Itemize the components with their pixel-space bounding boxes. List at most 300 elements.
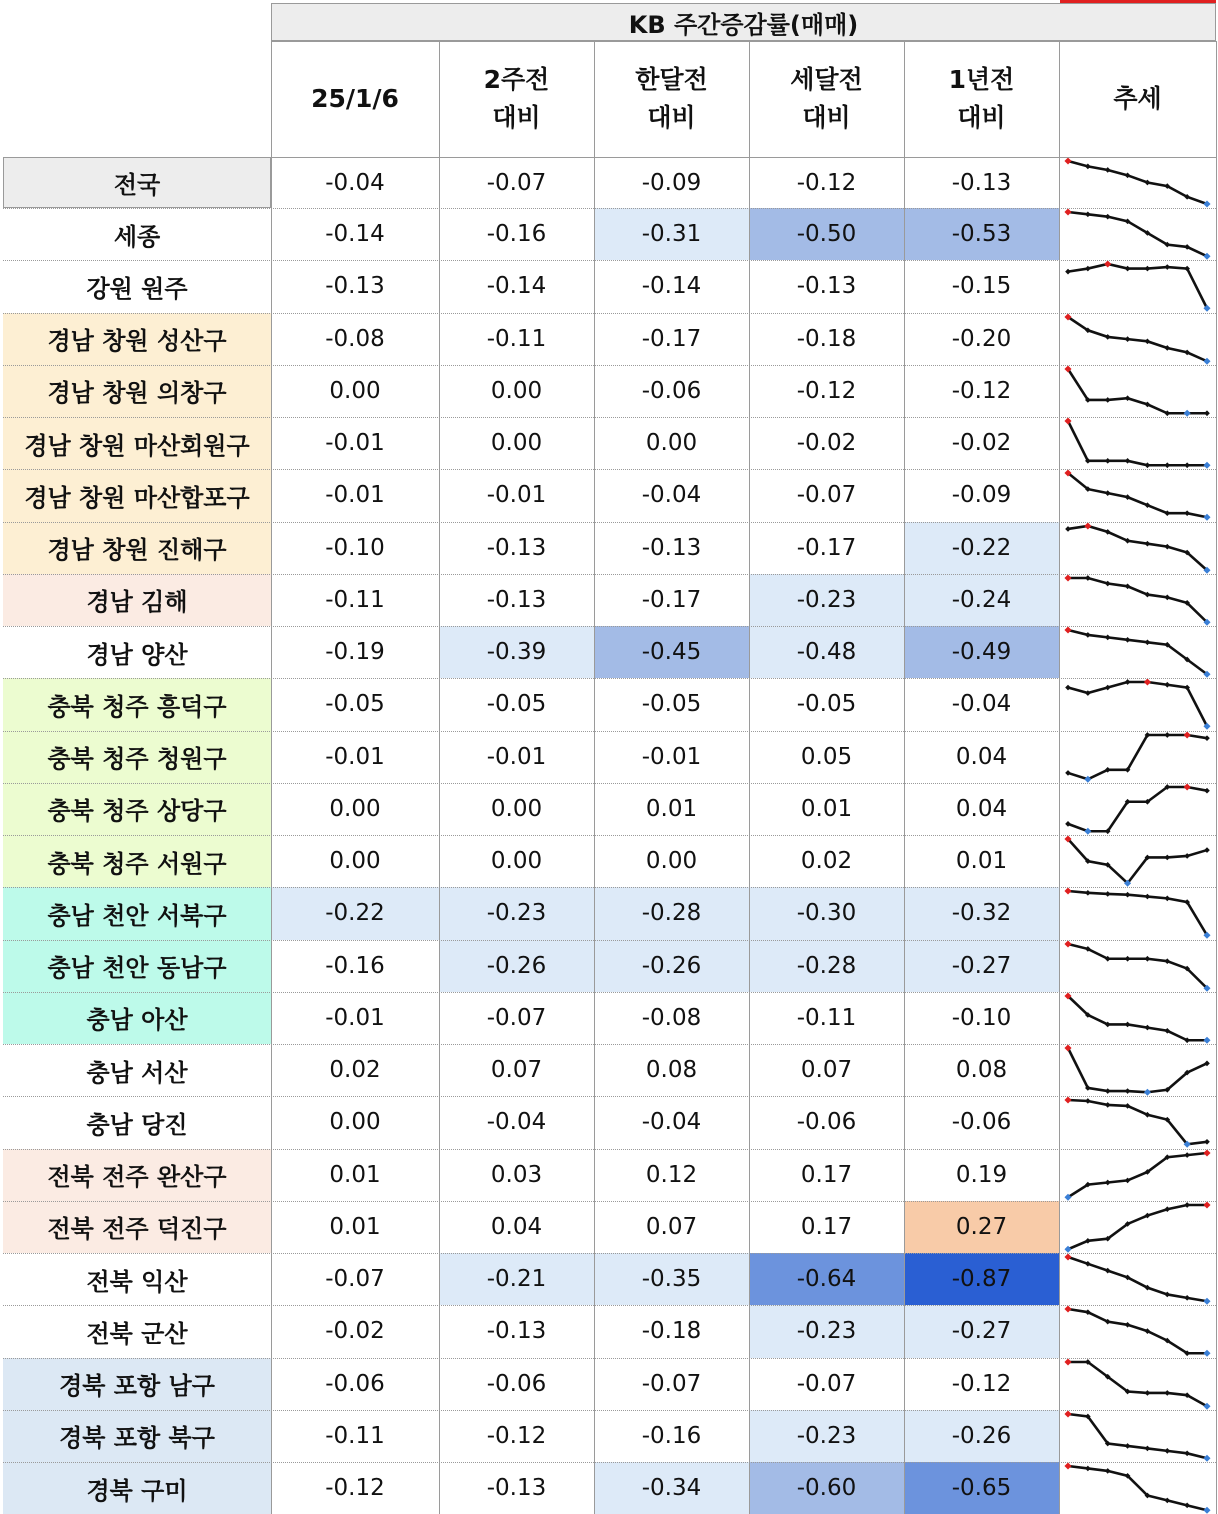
column-header-line1: 추세 bbox=[1113, 84, 1162, 113]
row-divider bbox=[3, 1149, 1216, 1150]
value-cell: -0.05 bbox=[749, 678, 904, 730]
region-cell: 충남 천안 서북구 bbox=[3, 887, 271, 939]
value-cell: -0.28 bbox=[749, 940, 904, 992]
trend-point bbox=[1125, 458, 1131, 464]
region-cell: 충남 당진 bbox=[3, 1096, 271, 1148]
trend-line bbox=[1068, 787, 1207, 831]
trend-point bbox=[1164, 1498, 1170, 1504]
value-cell: -0.01 bbox=[594, 731, 749, 783]
trend-sparkline bbox=[1059, 783, 1216, 835]
trend-line bbox=[1068, 317, 1207, 361]
column-divider bbox=[1216, 41, 1217, 1514]
region-cell: 경북 포항 남구 bbox=[3, 1358, 271, 1410]
trend-point bbox=[1085, 164, 1091, 170]
trend-point bbox=[1125, 266, 1131, 272]
row-divider bbox=[3, 1305, 1216, 1306]
trend-sparkline bbox=[1059, 417, 1216, 469]
trend-high-point bbox=[1184, 783, 1191, 790]
value-cell: -0.22 bbox=[271, 887, 439, 939]
value-cell: -0.13 bbox=[439, 1305, 594, 1357]
trend-sparkline bbox=[1059, 1462, 1216, 1514]
trend-point bbox=[1145, 639, 1151, 645]
column-header-line2: 대비 bbox=[802, 103, 851, 132]
column-header-5 bbox=[1059, 41, 1216, 157]
value-cell: -0.11 bbox=[271, 574, 439, 626]
row-divider bbox=[3, 1044, 1216, 1045]
value-cell: -0.13 bbox=[439, 574, 594, 626]
trend-line bbox=[1068, 473, 1207, 517]
value-cell: -0.23 bbox=[749, 1305, 904, 1357]
region-cell: 경북 포항 북구 bbox=[3, 1410, 271, 1462]
value-cell: -0.31 bbox=[594, 208, 749, 260]
column-divider bbox=[594, 41, 595, 1514]
trend-line bbox=[1068, 1362, 1207, 1406]
trend-point bbox=[1164, 855, 1170, 861]
trend-high-point bbox=[1084, 522, 1091, 529]
trend-line bbox=[1068, 369, 1207, 413]
value-cell: -0.32 bbox=[904, 887, 1059, 939]
value-cell: -0.12 bbox=[271, 1462, 439, 1514]
value-cell: 0.00 bbox=[594, 835, 749, 887]
row-divider bbox=[3, 1410, 1216, 1411]
trend-high-point bbox=[1064, 1097, 1071, 1104]
trend-point bbox=[1184, 1503, 1190, 1509]
value-cell: -0.10 bbox=[271, 522, 439, 574]
trend-point bbox=[1085, 266, 1091, 272]
value-cell: -0.23 bbox=[749, 1410, 904, 1462]
value-cell: 0.07 bbox=[439, 1044, 594, 1096]
trend-point bbox=[1145, 1390, 1151, 1396]
value-cell: -0.13 bbox=[271, 260, 439, 312]
value-cell: -0.27 bbox=[904, 1305, 1059, 1357]
value-cell: -0.12 bbox=[904, 365, 1059, 417]
row-divider bbox=[3, 208, 1216, 209]
value-cell: 0.00 bbox=[439, 365, 594, 417]
value-cell: -0.01 bbox=[271, 731, 439, 783]
trend-low-point bbox=[1203, 1350, 1210, 1357]
trend-line bbox=[1068, 1100, 1207, 1144]
value-cell: 0.00 bbox=[271, 783, 439, 835]
trend-point bbox=[1164, 1390, 1170, 1396]
value-cell: -0.64 bbox=[749, 1253, 904, 1305]
trend-sparkline bbox=[1059, 157, 1216, 208]
region-cell: 경남 창원 의창구 bbox=[3, 365, 271, 417]
trend-sparkline bbox=[1059, 574, 1216, 626]
row-divider bbox=[3, 887, 1216, 888]
value-cell: 0.03 bbox=[439, 1149, 594, 1201]
value-cell: 0.02 bbox=[749, 835, 904, 887]
trend-point bbox=[1085, 1466, 1091, 1472]
value-cell: -0.18 bbox=[749, 313, 904, 365]
trend-line bbox=[1068, 1153, 1207, 1197]
trend-high-point bbox=[1064, 940, 1071, 947]
value-cell: 0.04 bbox=[439, 1201, 594, 1253]
value-cell: 0.19 bbox=[904, 1149, 1059, 1201]
trend-sparkline bbox=[1059, 1096, 1216, 1148]
value-cell: -0.01 bbox=[271, 992, 439, 1044]
value-cell: -0.53 bbox=[904, 208, 1059, 260]
value-cell: -0.12 bbox=[904, 1358, 1059, 1410]
value-cell: -0.16 bbox=[594, 1410, 749, 1462]
region-cell: 전북 전주 덕진구 bbox=[3, 1201, 271, 1253]
value-cell: -0.10 bbox=[904, 992, 1059, 1044]
trend-high-point bbox=[1144, 679, 1151, 686]
value-cell: -0.01 bbox=[271, 469, 439, 521]
value-cell: -0.65 bbox=[904, 1462, 1059, 1514]
value-cell: -0.24 bbox=[904, 574, 1059, 626]
value-cell: -0.07 bbox=[594, 1358, 749, 1410]
trend-point bbox=[1184, 1295, 1190, 1301]
value-cell: -0.07 bbox=[271, 1253, 439, 1305]
trend-point bbox=[1125, 1088, 1131, 1094]
value-cell: 0.04 bbox=[904, 731, 1059, 783]
value-cell: 0.01 bbox=[749, 783, 904, 835]
value-cell: -0.11 bbox=[439, 313, 594, 365]
trend-high-point bbox=[1184, 731, 1191, 738]
value-cell: 0.01 bbox=[904, 835, 1059, 887]
column-header-1 bbox=[439, 41, 594, 157]
column-header-2 bbox=[594, 41, 749, 157]
trend-sparkline bbox=[1059, 1410, 1216, 1462]
trend-point bbox=[1105, 458, 1111, 464]
column-divider bbox=[749, 41, 750, 1514]
region-cell: 충남 서산 bbox=[3, 1044, 271, 1096]
trend-sparkline bbox=[1059, 940, 1216, 992]
row-divider bbox=[3, 260, 1216, 261]
trend-point bbox=[1085, 890, 1091, 896]
value-cell: -0.09 bbox=[904, 469, 1059, 521]
trend-sparkline bbox=[1059, 678, 1216, 730]
region-cell: 전국 bbox=[3, 157, 271, 208]
trend-sparkline bbox=[1059, 1253, 1216, 1305]
value-cell: -0.30 bbox=[749, 887, 904, 939]
trend-low-point bbox=[1064, 1245, 1071, 1252]
trend-point bbox=[1164, 682, 1170, 688]
trend-line bbox=[1068, 996, 1207, 1040]
value-cell: -0.20 bbox=[904, 313, 1059, 365]
trend-point bbox=[1164, 594, 1170, 600]
row-divider bbox=[3, 522, 1216, 523]
value-cell: -0.60 bbox=[749, 1462, 904, 1514]
value-cell: -0.35 bbox=[594, 1253, 749, 1305]
region-cell: 경남 창원 마산회원구 bbox=[3, 417, 271, 469]
column-divider bbox=[271, 3, 272, 41]
column-header-line1: 1년전 bbox=[948, 65, 1015, 94]
value-cell: 0.17 bbox=[749, 1201, 904, 1253]
trend-sparkline bbox=[1059, 208, 1216, 260]
trend-point bbox=[1105, 1088, 1111, 1094]
trend-line bbox=[1068, 735, 1207, 779]
trend-point bbox=[1105, 891, 1111, 897]
trend-point bbox=[1105, 635, 1111, 641]
value-cell: -0.02 bbox=[271, 1305, 439, 1357]
region-cell: 충북 청주 흥덕구 bbox=[3, 678, 271, 730]
column-header-line1: 25/1/6 bbox=[311, 84, 399, 113]
value-cell: 0.12 bbox=[594, 1149, 749, 1201]
column-divider bbox=[1059, 41, 1060, 1514]
trend-sparkline bbox=[1059, 1149, 1216, 1201]
value-cell: -0.04 bbox=[271, 157, 439, 208]
value-cell: -0.07 bbox=[439, 157, 594, 208]
region-cell: 전북 익산 bbox=[3, 1253, 271, 1305]
trend-line bbox=[1068, 1309, 1207, 1353]
value-cell: -0.14 bbox=[439, 260, 594, 312]
trend-sparkline bbox=[1059, 522, 1216, 574]
trend-sparkline bbox=[1059, 731, 1216, 783]
trend-point bbox=[1065, 685, 1071, 691]
value-cell: 0.00 bbox=[271, 365, 439, 417]
value-cell: -0.04 bbox=[594, 1096, 749, 1148]
value-cell: -0.05 bbox=[439, 678, 594, 730]
trend-high-point bbox=[1064, 1410, 1071, 1417]
value-cell: -0.06 bbox=[749, 1096, 904, 1148]
value-cell: -0.13 bbox=[904, 157, 1059, 208]
trend-point bbox=[1145, 894, 1151, 900]
trend-point bbox=[1105, 214, 1111, 220]
trend-point bbox=[1125, 955, 1131, 961]
trend-point bbox=[1085, 1098, 1091, 1104]
trend-point bbox=[1145, 1445, 1151, 1451]
value-cell: 0.01 bbox=[271, 1149, 439, 1201]
region-cell: 경남 양산 bbox=[3, 626, 271, 678]
value-cell: 0.08 bbox=[594, 1044, 749, 1096]
region-cell: 경남 창원 성산구 bbox=[3, 313, 271, 365]
trend-sparkline bbox=[1059, 835, 1216, 887]
value-cell: -0.01 bbox=[439, 469, 594, 521]
trend-low-point bbox=[1203, 200, 1210, 207]
trend-point bbox=[1125, 892, 1131, 898]
row-divider bbox=[3, 1462, 1216, 1463]
value-cell: 0.01 bbox=[271, 1201, 439, 1253]
region-cell: 경남 창원 진해구 bbox=[3, 522, 271, 574]
value-cell: -0.11 bbox=[271, 1410, 439, 1462]
trend-line bbox=[1068, 1048, 1207, 1092]
value-cell: -0.27 bbox=[904, 940, 1059, 992]
value-cell: -0.23 bbox=[439, 887, 594, 939]
trend-high-point bbox=[1064, 157, 1071, 164]
trend-point bbox=[1105, 1468, 1111, 1474]
value-cell: 0.00 bbox=[594, 417, 749, 469]
trend-point bbox=[1105, 685, 1111, 691]
value-cell: 0.17 bbox=[749, 1149, 904, 1201]
trend-point bbox=[1164, 462, 1170, 468]
trend-point bbox=[1184, 853, 1190, 859]
column-header-4 bbox=[904, 41, 1059, 157]
region-cell: 경북 구미 bbox=[3, 1462, 271, 1514]
trend-high-point bbox=[1064, 1358, 1071, 1365]
trend-low-point bbox=[1144, 1089, 1151, 1096]
trend-sparkline bbox=[1059, 1201, 1216, 1253]
trend-point bbox=[1105, 491, 1111, 497]
value-cell: -0.04 bbox=[594, 469, 749, 521]
row-divider bbox=[3, 1253, 1216, 1254]
trend-point bbox=[1184, 1152, 1190, 1158]
trend-sparkline bbox=[1059, 626, 1216, 678]
trend-point bbox=[1125, 336, 1131, 342]
region-cell: 세종 bbox=[3, 208, 271, 260]
value-cell: -0.28 bbox=[594, 887, 749, 939]
value-cell: 0.07 bbox=[749, 1044, 904, 1096]
value-cell: -0.19 bbox=[271, 626, 439, 678]
title-red-marker bbox=[1060, 0, 1216, 3]
trend-point bbox=[1085, 632, 1091, 638]
region-cell: 충남 아산 bbox=[3, 992, 271, 1044]
trend-line bbox=[1068, 212, 1207, 256]
region-cell: 충북 청주 청원구 bbox=[3, 731, 271, 783]
value-cell: -0.04 bbox=[904, 678, 1059, 730]
value-cell: 0.02 bbox=[271, 1044, 439, 1096]
column-header-line2: 대비 bbox=[957, 103, 1006, 132]
row-divider bbox=[3, 678, 1216, 679]
value-cell: 0.00 bbox=[271, 1096, 439, 1148]
value-cell: -0.16 bbox=[439, 208, 594, 260]
value-cell: -0.26 bbox=[594, 940, 749, 992]
trend-point bbox=[1145, 1025, 1151, 1031]
column-divider bbox=[904, 41, 905, 1514]
trend-sparkline bbox=[1059, 887, 1216, 939]
value-cell: -0.12 bbox=[749, 365, 904, 417]
table-title: KB 주간증감률(매매) bbox=[271, 3, 1216, 41]
trend-sparkline bbox=[1059, 992, 1216, 1044]
row-divider bbox=[3, 574, 1216, 575]
trend-line bbox=[1068, 578, 1207, 622]
trend-point bbox=[1164, 732, 1170, 738]
column-header-line1: 한달전 bbox=[635, 65, 708, 94]
trend-point bbox=[1125, 637, 1131, 643]
value-cell: 0.01 bbox=[594, 783, 749, 835]
trend-point bbox=[1065, 526, 1071, 532]
trend-point bbox=[1204, 788, 1210, 794]
value-cell: -0.17 bbox=[594, 574, 749, 626]
trend-high-point bbox=[1104, 261, 1111, 268]
value-cell: -0.08 bbox=[271, 313, 439, 365]
trend-point bbox=[1164, 896, 1170, 902]
column-header-0 bbox=[271, 41, 439, 157]
value-cell: -0.04 bbox=[439, 1096, 594, 1148]
value-cell: -0.14 bbox=[271, 208, 439, 260]
trend-point bbox=[1204, 1139, 1210, 1145]
value-cell: -0.50 bbox=[749, 208, 904, 260]
trend-high-point bbox=[1203, 1201, 1210, 1208]
trend-point bbox=[1125, 1443, 1131, 1449]
column-divider bbox=[439, 41, 440, 1514]
region-cell: 충북 청주 서원구 bbox=[3, 835, 271, 887]
region-cell: 전북 군산 bbox=[3, 1305, 271, 1357]
column-header-line1: 세달전 bbox=[790, 65, 863, 94]
value-cell: -0.17 bbox=[749, 522, 904, 574]
trend-point bbox=[1145, 266, 1151, 272]
value-cell: -0.05 bbox=[594, 678, 749, 730]
row-divider bbox=[3, 992, 1216, 993]
column-header-3 bbox=[749, 41, 904, 157]
value-cell: -0.09 bbox=[594, 157, 749, 208]
value-cell: -0.13 bbox=[439, 1462, 594, 1514]
trend-point bbox=[1085, 690, 1091, 696]
value-cell: 0.05 bbox=[749, 731, 904, 783]
trend-point bbox=[1204, 847, 1210, 853]
value-cell: -0.26 bbox=[439, 940, 594, 992]
trend-point bbox=[1125, 679, 1131, 685]
value-cell: -0.07 bbox=[749, 469, 904, 521]
trend-point bbox=[1184, 1450, 1190, 1456]
trend-high-point bbox=[1064, 1462, 1071, 1469]
row-divider bbox=[3, 783, 1216, 784]
value-cell: 0.27 bbox=[904, 1201, 1059, 1253]
column-header-line2: 대비 bbox=[492, 103, 541, 132]
trend-point bbox=[1204, 410, 1210, 416]
trend-point bbox=[1105, 397, 1111, 403]
value-cell: -0.45 bbox=[594, 626, 749, 678]
row-divider bbox=[3, 1358, 1216, 1359]
trend-low-point bbox=[1203, 462, 1210, 469]
trend-point bbox=[1125, 1021, 1131, 1027]
trend-high-point bbox=[1064, 574, 1071, 581]
value-cell: -0.02 bbox=[904, 417, 1059, 469]
region-cell: 강원 원주 bbox=[3, 260, 271, 312]
value-cell: -0.13 bbox=[439, 522, 594, 574]
value-cell: -0.05 bbox=[271, 678, 439, 730]
value-cell: -0.06 bbox=[271, 1358, 439, 1410]
value-cell: -0.02 bbox=[749, 417, 904, 469]
value-cell: -0.17 bbox=[594, 313, 749, 365]
trend-point bbox=[1085, 575, 1091, 581]
region-cell: 전북 전주 완산구 bbox=[3, 1149, 271, 1201]
value-cell: -0.22 bbox=[904, 522, 1059, 574]
trend-high-point bbox=[1064, 626, 1071, 633]
region-cell: 충북 청주 상당구 bbox=[3, 783, 271, 835]
trend-point bbox=[1065, 269, 1071, 275]
trend-point bbox=[1184, 1202, 1190, 1208]
trend-line bbox=[1068, 526, 1207, 570]
row-divider bbox=[3, 835, 1216, 836]
trend-line bbox=[1068, 264, 1207, 308]
value-cell: -0.13 bbox=[749, 260, 904, 312]
trend-point bbox=[1105, 167, 1111, 173]
trend-high-point bbox=[1203, 1149, 1210, 1156]
header-top-divider bbox=[271, 41, 1216, 42]
value-cell: -0.48 bbox=[749, 626, 904, 678]
value-cell: -0.12 bbox=[439, 1410, 594, 1462]
value-cell: -0.34 bbox=[594, 1462, 749, 1514]
value-cell: 0.00 bbox=[439, 417, 594, 469]
column-header-line2: 대비 bbox=[647, 103, 696, 132]
column-divider bbox=[271, 41, 272, 1514]
value-cell: -0.06 bbox=[904, 1096, 1059, 1148]
value-cell: -0.06 bbox=[594, 365, 749, 417]
row-divider bbox=[3, 365, 1216, 366]
row-divider bbox=[3, 626, 1216, 627]
row-divider bbox=[3, 731, 1216, 732]
trend-line bbox=[1068, 421, 1207, 465]
trend-point bbox=[1164, 1448, 1170, 1454]
value-cell: -0.49 bbox=[904, 626, 1059, 678]
trend-point bbox=[1164, 264, 1170, 270]
trend-high-point bbox=[1064, 1253, 1071, 1260]
row-divider bbox=[3, 1096, 1216, 1097]
trend-point bbox=[1105, 1179, 1111, 1185]
value-cell: 0.00 bbox=[439, 835, 594, 887]
value-cell: 0.04 bbox=[904, 783, 1059, 835]
value-cell: 0.07 bbox=[594, 1201, 749, 1253]
trend-sparkline bbox=[1059, 1044, 1216, 1096]
value-cell: 0.08 bbox=[904, 1044, 1059, 1096]
value-cell: -0.01 bbox=[439, 731, 594, 783]
trend-sparkline bbox=[1059, 1358, 1216, 1410]
trend-sparkline bbox=[1059, 469, 1216, 521]
value-cell: -0.14 bbox=[594, 260, 749, 312]
trend-point bbox=[1184, 462, 1190, 468]
value-cell: -0.16 bbox=[271, 940, 439, 992]
